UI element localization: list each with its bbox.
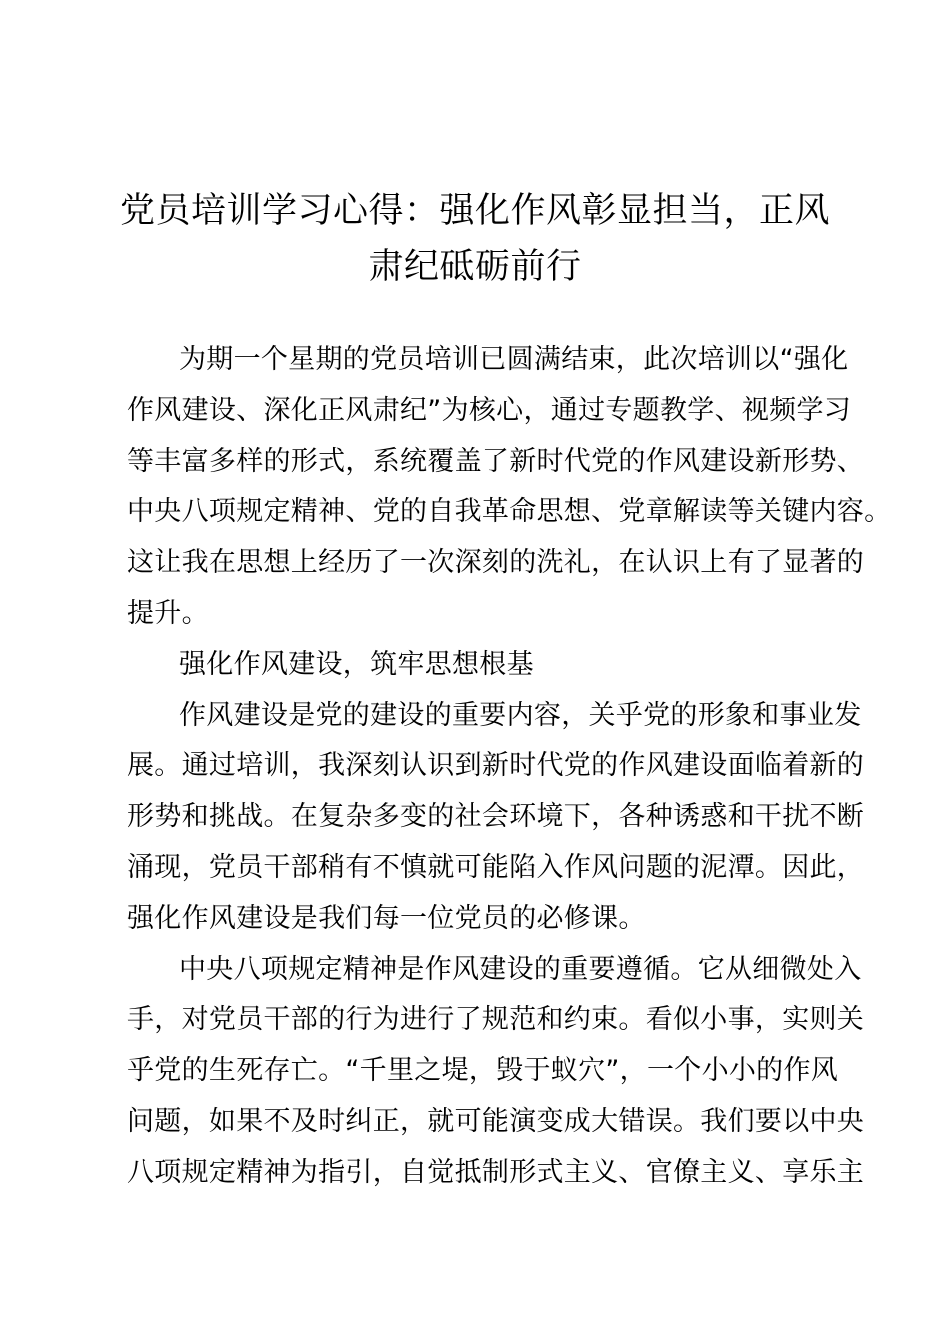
title-line: 肃纪砥砺前行 [368,247,582,287]
body-text-line: 手，对党员干部的行为进行了规范和约束。看似小事，实则关 [127,1004,865,1036]
document-body [127,335,892,1199]
body-text-line: 强化作风建设是我们每一位党员的必修课。 [127,902,646,934]
body-text-line: 等丰富多样的形式，系统覆盖了新时代党的作风建设新形势、 [127,445,865,477]
body-text-line: 涌现，党员干部稍有不慎就可能陷入作风问题的泥潭。因此， [127,851,865,883]
body-text-line: 形势和挑战。在复杂多变的社会环境下，各种诱惑和干扰不断 [127,801,865,833]
body-text-line: 中央八项规定精神是作风建设的重要遵循。它从细微处入 [179,953,862,985]
body-text-line: 作风建设是党的建设的重要内容，关乎党的形象和事业发 [179,699,862,731]
body-text-line: 展。通过培训，我深刻认识到新时代党的作风建设面临着新的 [127,750,865,782]
body-text-line: 为期一个星期的党员培训已圆满结束，此次培训以“强化 [179,344,849,375]
body-text-line: 这让我在思想上经历了一次深刻的洗礼，在认识上有了显著的 [127,547,865,579]
body-text-line: 乎党的生死存亡。“千里之堤，毁于蚁穴”，一个小小的作风 [127,1055,839,1087]
body-text-line: 中央八项规定精神、党的自我革命思想、党章解读等关键内容。 [127,496,892,528]
document-title [110,183,840,295]
body-text-line: 问题，如果不及时纠正，就可能演变成大错误。我们要以中央 [127,1105,865,1137]
body-text-line: 强化作风建设，筑牢思想根基 [179,648,534,680]
title-line: 党员培训学习心得：强化作风彰显担当，正风 [119,191,830,231]
body-text-line: 作风建设、深化正风肃纪”为核心，通过专题教学、视频学习 [127,394,852,426]
body-text-line: 八项规定精神为指引，自觉抵制形式主义、官僚主义、享乐主 [127,1156,865,1188]
body-text-line: 提升。 [127,597,209,629]
